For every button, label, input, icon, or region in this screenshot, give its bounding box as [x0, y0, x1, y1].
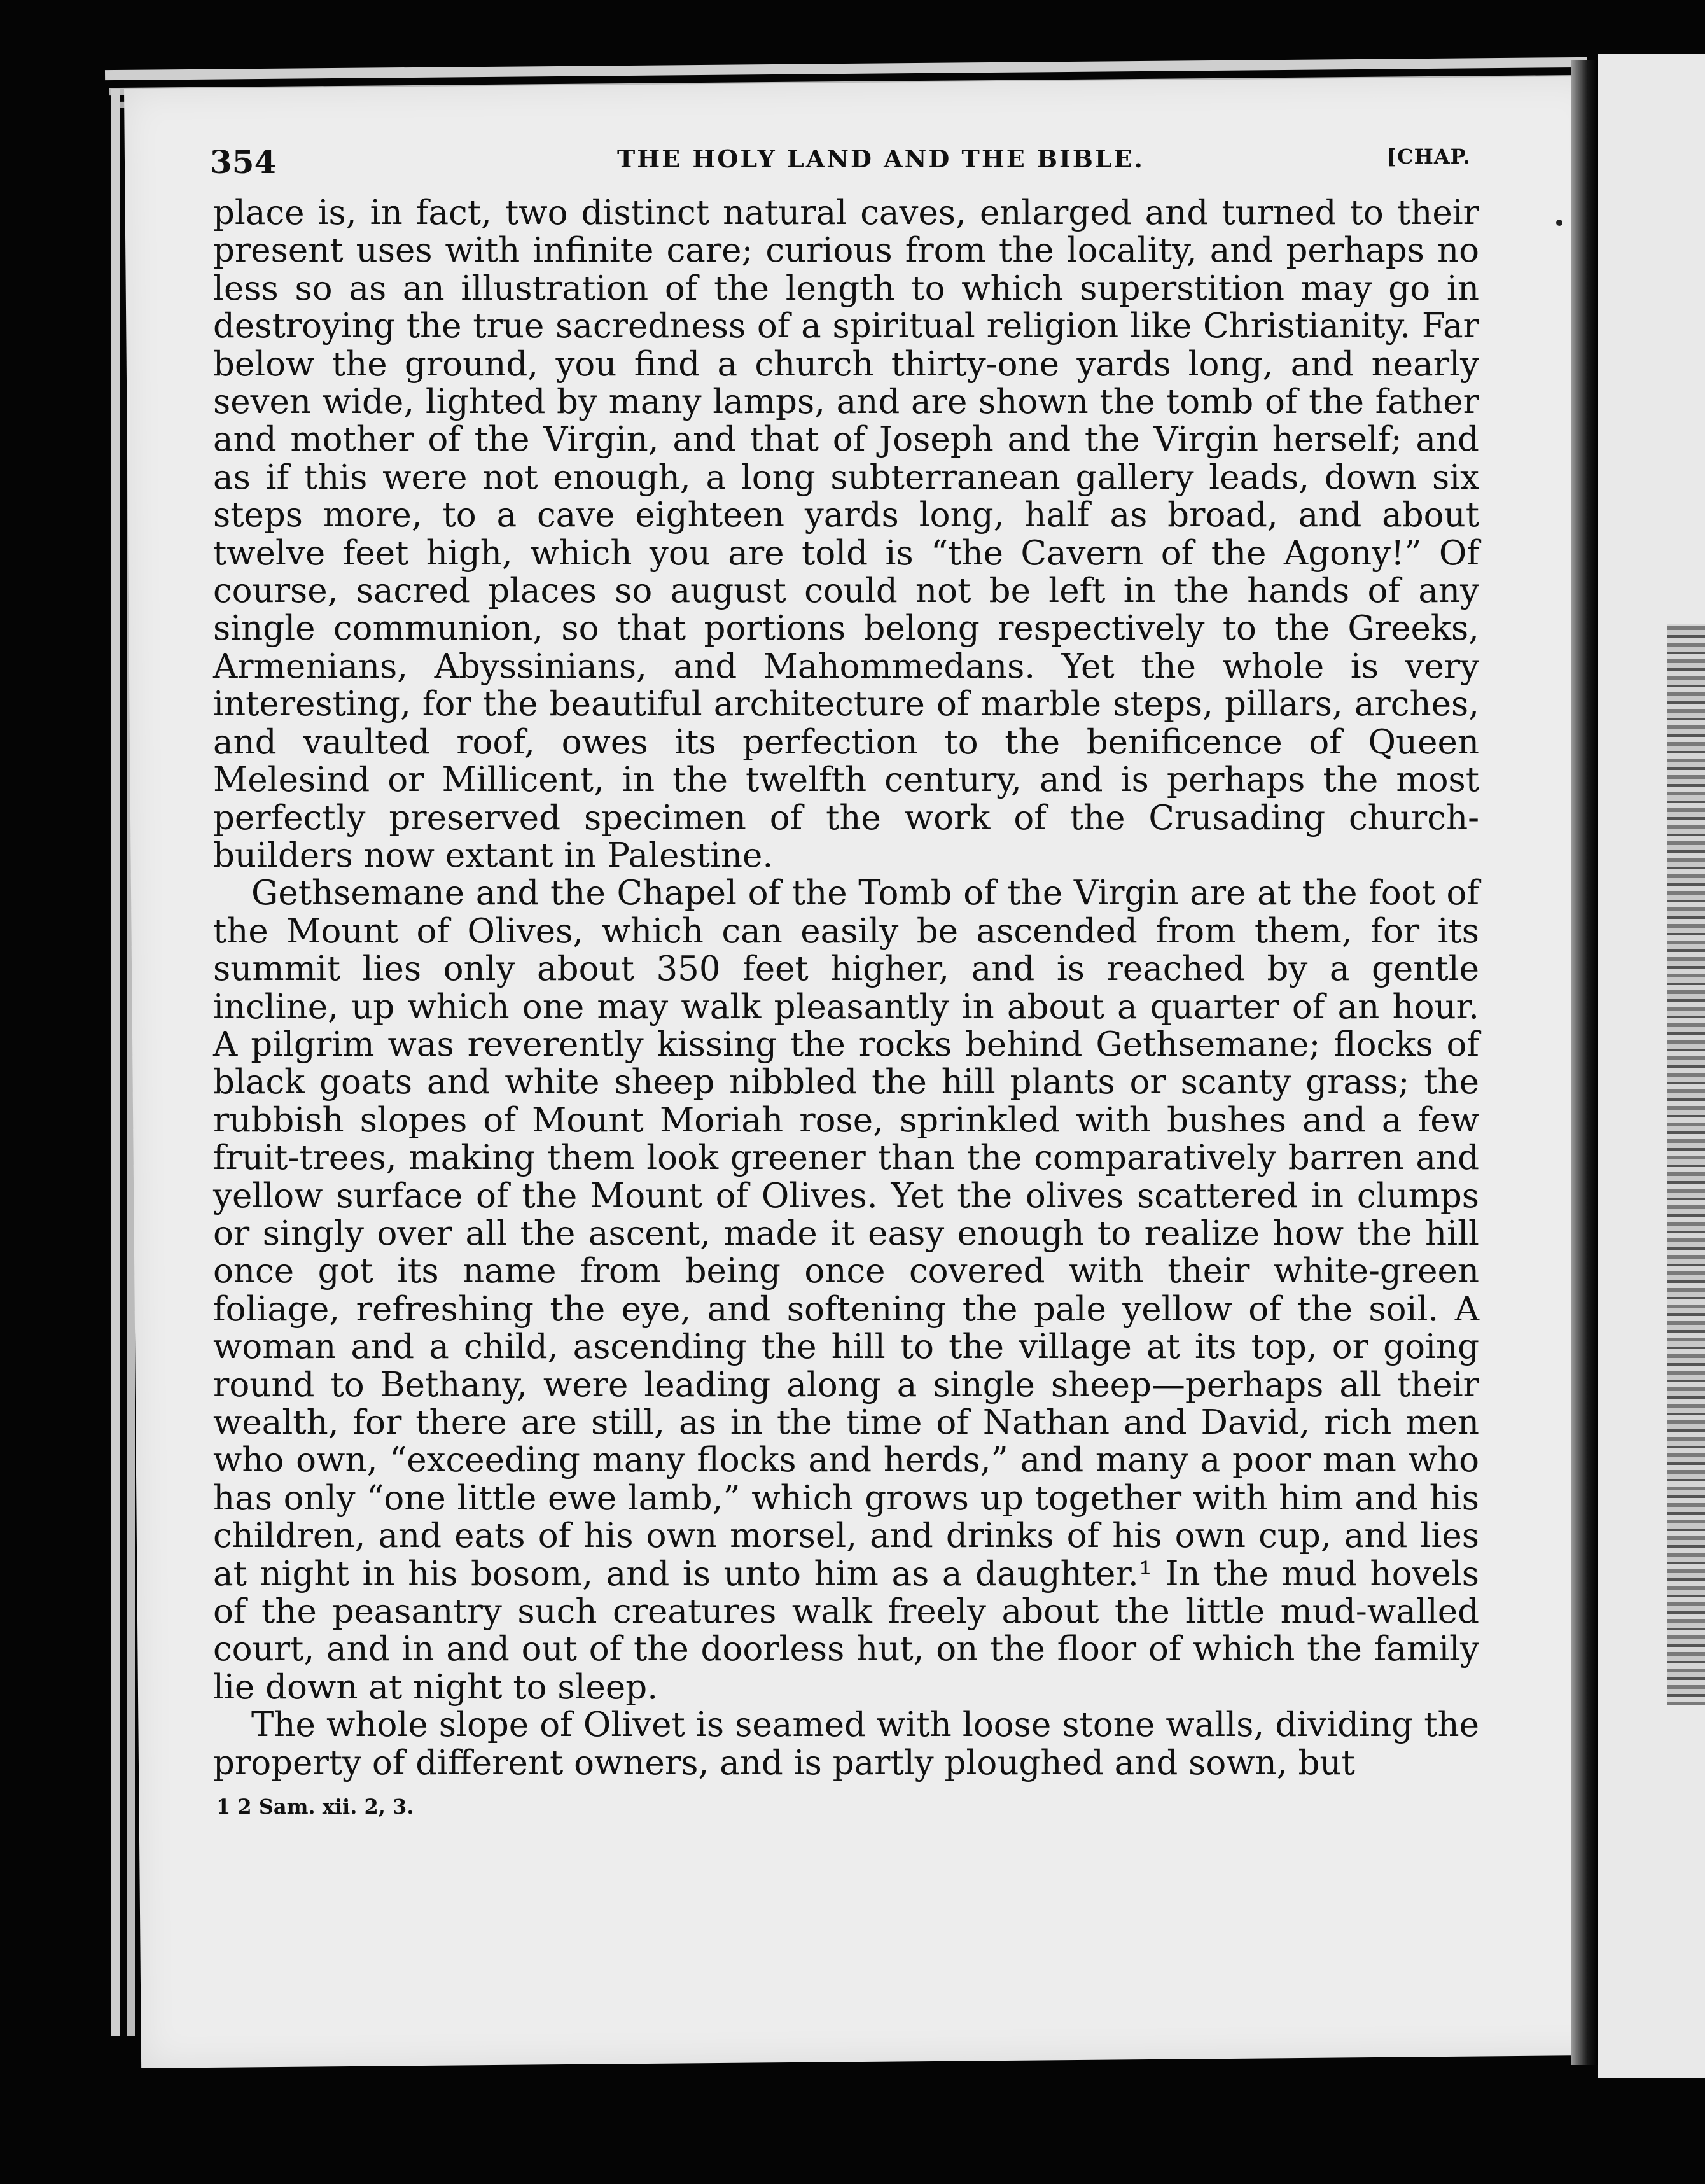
running-title: THE HOLY LAND AND THE BIBLE.: [617, 144, 1145, 173]
footnote: 1 2 Sam. xii. 2, 3.: [216, 1795, 414, 1819]
paragraph: The whole slope of Olivet is seamed with loose stone walls, dividing the property of different owners, and is partly ploughed and sown, but: [213, 1705, 1479, 1782]
page-number: 354: [210, 143, 277, 181]
book-gutter: [1571, 60, 1598, 2065]
scan-speck: [1556, 220, 1562, 226]
facing-page-illustration: [1667, 624, 1705, 1705]
body-text: [213, 194, 1479, 1782]
paragraph: place is, in fact, two distinct natural caves, enlarged and turned to their present uses with infinite care; curious from the locality, and perhaps no less so as an illustration of the length to which superstition may go in destroying the true sacredness of a spiritual religion like Christianity. Far below the ground, you find a church thirty-one yards long, and nearly seven wide, lighted by many lamps, and are shown the tomb of the father and mother of the Virgin, and that of Joseph and the Virgin herself; and as if this were not enough, a long subterranean gallery leads, down six steps more, to a cave eighteen yards long, half as broad, and about twelve feet high, which you are told is “the Cavern of the Agony!” Of course, sacred places so august could not be left in the hands of any single communion, so that portions belong respectively to the Greeks, Armenians, Abyssinians, and Mahommedans. Yet the whole is very interesting, for the beautiful architecture of marble steps, pillars, arches, and vaulted roof, owes its perfection to the benificence of Queen Melesind or Millicent, in the twelfth century, and is perhaps the most perfectly preserved specimen of the work of the Crusading church-builders now extant in Palestine.: [213, 193, 1479, 875]
page-edge: [111, 89, 120, 2036]
paragraph: Gethsemane and the Chapel of the Tomb of the Virgin are at the foot of the Mount of Olives, which can easily be ascended from them, for its summit lies only about 350 feet higher, and is reached by a gentle incline, up which one may walk pleasantly in about a quarter of an hour. A pilgrim was reverently kissing the rocks behind Gethsemane; flocks of black goats and white sheep nibbled the hill plants or scanty grass; the rubbish slopes of Mount Moriah rose, sprinkled with bushes and a few fruit-trees, making them look greener than the comparatively barren and yellow surface of the Mount of Olives. Yet the olives scattered in clumps or singly over all the ascent, made it easy enough to realize how the hill once got its name from being once covered with their white-green foliage, refreshing the eye, and softening the pale yellow of the soil. A woman and a child, ascending the hill to the village at its top, or going round to Bethany, were leading along a single sheep—perhaps all their wealth, for there are still, as in the time of Nathan and David, rich men who own, “exceeding many flocks and herds,” and many a poor man who has only “one little ewe lamb,” which grows up together with him and his children, and eats of his own morsel, and drinks of his own cup, and lies at night in his bosom, and is unto him as a daughter.¹ In the mud hovels of the peasantry such creatures walk freely about the little mud-walled court, and in and out of the doorless hut, on the floor of which the family lie down at night to sleep.: [213, 874, 1479, 1707]
chapter-mark: [CHAP.: [1387, 144, 1471, 169]
